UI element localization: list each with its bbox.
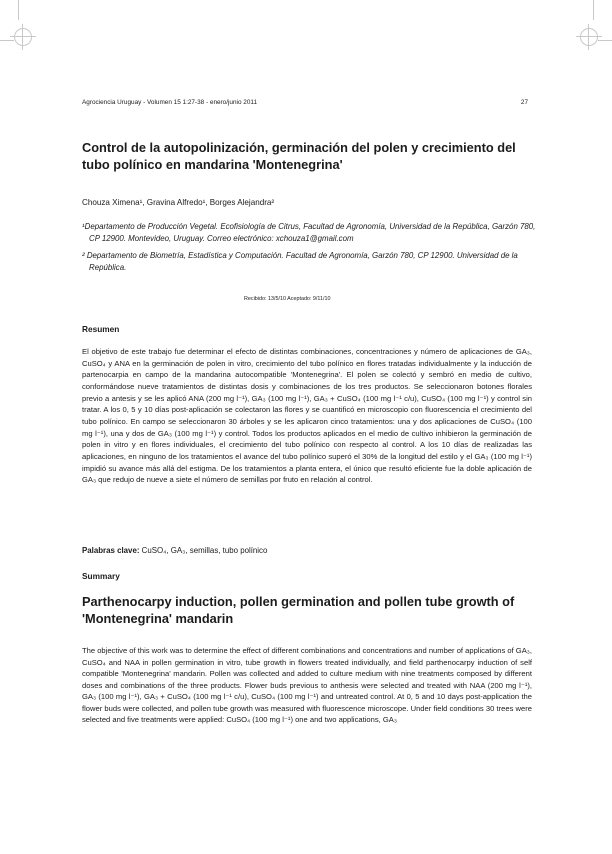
- crop-mark: [8, 0, 19, 20]
- summary-text: The objective of this work was to determine the effect of different combinations and concentrations and number of applications of GA₃, CuSO₄ and NAA in pollen germination in vitro, tube growth in flowers treated individually, and field parthenocarpy induction of self compatible 'Montenegrina' mandarin. Pollen was collected and added to culture medium with nine treatments composed by different doses and combinations of the three products. Flower buds previous to anthesis were selected and treated with NAA (200 mg l⁻¹), GA₃ (100 mg l⁻¹), GA₃ + CuSO₄ (100 mg l⁻¹ c/u), CuSO₄ (100 mg l⁻¹) and untreated control. At 0, 5 and 10 days post-application the flower buds were collected, and pollen tube growth was measured with fluorescence microscope. Under field conditions 30 trees were selected and five treatments were applied: CuSO₄ (100 mg l⁻¹) one and two applications, GA₃: [82, 646, 532, 724]
- authors: Chouza Ximena¹, Gravina Alfredo¹, Borges Alejandra²: [82, 198, 275, 207]
- received-accepted-dates: Recibido: 13/5/10 Aceptado: 9/11/10: [244, 296, 331, 302]
- resumen-text: El objetivo de este trabajo fue determinar el efecto de distintas combinaciones, concentraciones y número de aplicaciones de GA₃, CuSO₄ y ANA en la germinación de polen in vitro, crecimiento del tubo polínico en flores tratadas individualmente y la inducción de partenocarpia en campo de la mandarina autocompatible 'Montenegrina'. El polen se colectó y sembró en medio de cultivo, conformándose nueve tratamientos de distintas dosis y combinaciones de los tres productos. Se seleccionaron botones florales previo a antesis y se les aplicó ANA (200 mg l⁻¹), GA₃ (100 mg l⁻¹), GA₃ + CuSO₄ (100 mg l⁻¹ c/u), CuSO₄ (100 mg l⁻¹) y control sin tratar. A los 0, 5 y 10 días post-aplicación se colectaron las flores y se cuantificó en microscopio con fluorescencia el crecimiento del tubo polínico. En campo se seleccionaron 30 árboles y se les aplicaron cinco tratamientos: una y dos aplicaciones de CuSO₄ (100 mg l⁻¹), una y dos de GA₃ (100 mg l⁻¹) y control. Todos los productos aplicados en el medio de cultivo inhibieron la germinación de polen in vitro y en flores individuales, el crecimiento del tubo polínico con respecto al control. A los 10 días de realizadas las aplicaciones, en ninguno de los tratamientos el avance del tubo polínico superó el 30% de la longitud del estilo y el GA₃ (100 mg l⁻¹) impidió su avance más allá del estigma. De los tratamientos a planta entera, el único que resultó eficiente fue la doble aplicación de GA₃ que redujo de nueve a siete el número de semillas por fruto en relación al control.: [82, 347, 532, 485]
- resumen-heading: Resumen: [82, 324, 120, 334]
- page-number: 27: [520, 99, 528, 106]
- keywords-text: CuSO₄, GA₃, semillas, tubo polínico: [141, 546, 268, 555]
- running-header: [82, 99, 528, 106]
- registration-mark: [580, 28, 598, 46]
- journal-citation: Agrociencia Uruguay - Volumen 15 1:27-38 - enero/junio 2011: [82, 99, 258, 106]
- article-title: Control de la autopolinización, germinación del polen y crecimiento del tubo polínico en mandarina 'Montenegrina': [82, 140, 516, 172]
- summary-heading: Summary: [82, 571, 120, 581]
- crop-mark: [593, 0, 604, 20]
- affiliation: ² Departamento de Biometría, Estadística y Computación. Facultad de Agronomía, Garzón 780, CP 12900. Universidad de la República.: [82, 251, 518, 272]
- registration-mark: [14, 28, 32, 46]
- english-title: Parthenocarpy induction, pollen germination and pollen tube growth of 'Montenegrina' mandarin: [82, 594, 515, 626]
- keywords-label: Palabras clave:: [82, 546, 140, 555]
- affiliation: ¹Departamento de Producción Vegetal. Ecofisiología de Citrus, Facultad de Agronomía, Universidad de la República, Garzón 780, CP 12900. Montevideo, Uruguay. Correo electrónico: xchouza1@gmail.com: [82, 222, 536, 243]
- keywords: [82, 546, 267, 555]
